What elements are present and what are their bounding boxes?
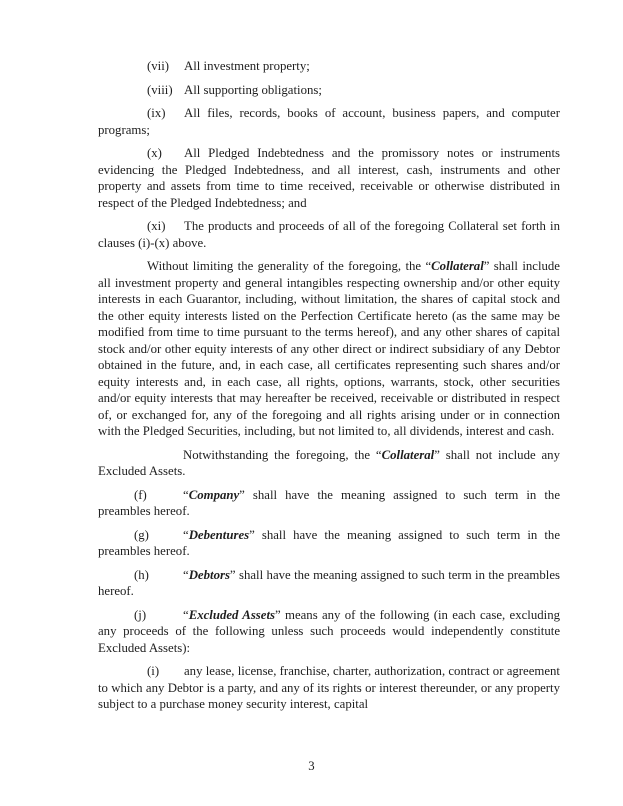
paragraph <box>98 447 560 480</box>
text-run: ” shall have the meaning assigned to such term in the preambles hereof. <box>98 567 560 598</box>
defined-term: Debentures <box>188 527 250 542</box>
clause-x <box>98 145 560 211</box>
text-run: ” shall include all investment property and general intangibles respecting ownership and/or other equity interests in each Guarantor, including, without limitation, the shares of capital stock and the other equity interests listed on the Perfection Certificate hereto (as the same may be modified from time to time pursuant to the terms hereof), and any other shares of capital stock and/or other equity interests of any other direct or indirect subsidiary of any Debtor obtained in the future, and, in each case, all certificates representing such shares and/or equity interests and, in each case, all rights, options, warrants, stock, other securities and/or equity interests that may hereafter be received, receivable or distributed in respect of, or exchanged for, any of the foregoing and all rights arising under or in connection with the Pledged Securities, including, but not limited to, all dividends, interest and cash. <box>98 259 560 438</box>
text-run: ” means any of the following (in each case, excluding any proceeds of the following unless such proceeds would independently constitute Excluded Assets): <box>98 607 560 655</box>
clause-label: (x) <box>147 146 162 160</box>
defined-term: Company <box>188 487 240 502</box>
clause-j <box>98 607 560 657</box>
paragraph <box>98 258 560 440</box>
text-run: any lease, license, franchise, charter, authorization, contract or agreement to which any Debtor is a party, and any of its rights or interest thereunder, or any property subject to a purchase money security interest, capital <box>98 664 560 711</box>
page-number: 3 <box>308 758 315 773</box>
text-run: All Pledged Indebtedness and the promissory notes or instruments evidencing the Pledged Indebtedness, and all interest, cash, instruments and other property and assets from time to time received, receivable or otherwise distributed in respect of the Pledged Indebtedness; and <box>98 146 560 210</box>
clause-ix <box>98 105 560 138</box>
clause-label: (f) <box>134 487 147 502</box>
text-run: All files, records, books of account, business papers, and computer programs; <box>98 106 560 137</box>
text-run: “ <box>183 567 189 582</box>
clause-vii <box>98 58 560 75</box>
text-run: “ <box>183 527 189 542</box>
clause-label: (g) <box>134 527 149 542</box>
text-run: ” shall have the meaning assigned to such term in the preambles hereof. <box>98 527 560 558</box>
clause-g <box>98 527 560 560</box>
defined-term: Excluded Assets <box>188 607 275 622</box>
defined-term: Collateral <box>431 259 484 273</box>
clause-viii <box>98 82 560 99</box>
text-run: “ <box>183 487 189 502</box>
clause-i <box>98 663 560 713</box>
clause-h <box>98 567 560 600</box>
text-run: All supporting obligations; <box>184 82 322 97</box>
clause-label: (viii) <box>147 82 173 97</box>
text-run: Notwithstanding the foregoing, the “ <box>183 447 382 462</box>
defined-term: Collateral <box>381 447 435 462</box>
clause-label: (ix) <box>147 106 166 120</box>
clause-label: (vii) <box>147 59 170 73</box>
text-run: The products and proceeds of all of the foregoing Collateral set forth in clauses (i)-(x) above. <box>98 219 560 250</box>
text-run: “ <box>183 607 189 622</box>
clause-label: (xi) <box>147 219 166 233</box>
clause-label: (h) <box>134 567 149 582</box>
text-run: Without limiting the generality of the foregoing, the “ <box>147 259 432 273</box>
clause-label: (i) <box>147 664 160 678</box>
defined-term: Debtors <box>188 567 230 582</box>
text-run: ” shall not include any Excluded Assets. <box>98 447 560 478</box>
clause-label: (j) <box>134 607 147 622</box>
document-body <box>98 58 560 713</box>
clause-xi <box>98 218 560 251</box>
clause-f <box>98 487 560 520</box>
text-run: All investment property; <box>184 59 310 73</box>
text-run: ” shall have the meaning assigned to such term in the preambles hereof. <box>98 487 560 518</box>
